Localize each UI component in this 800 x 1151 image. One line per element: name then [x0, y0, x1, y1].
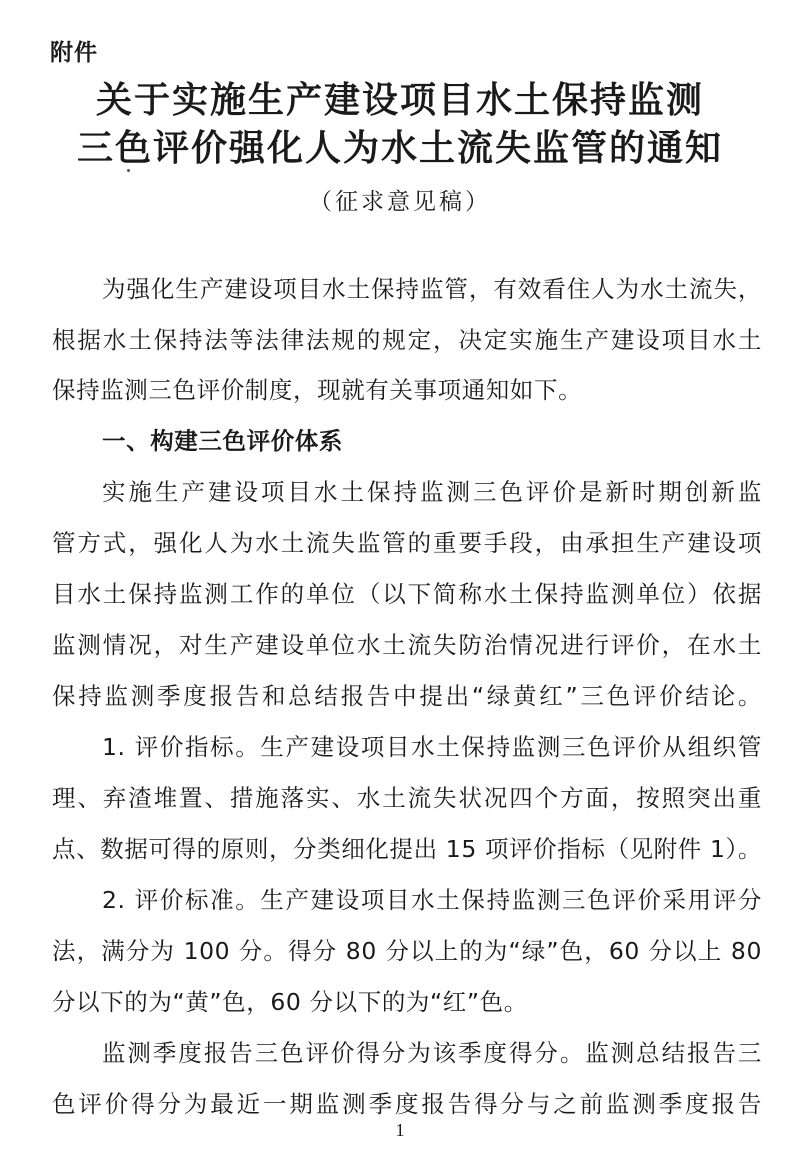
body-line: 管方式，强化人为水土流失监管的重要手段，由承担生产建设项	[52, 529, 762, 557]
body-line: 1. 评价指标。生产建设项目水土保持监测三色评价从组织管	[102, 733, 762, 761]
body-line: 目水土保持监测工作的单位（以下简称水土保持监测单位）依据	[52, 580, 762, 608]
body-line: 色评价得分为最近一期监测季度报告得分与之前监测季度报告	[52, 1090, 762, 1118]
page-number: 1	[395, 1120, 405, 1140]
body-line: 监测季度报告三色评价得分为该季度得分。监测总结报告三	[102, 1039, 762, 1067]
body-line: 点、数据可得的原则，分类细化提出 15 项评价指标（见附件 1）。	[52, 835, 762, 863]
body-line: 分以下的为“黄”色，60 分以下的为“红”色。	[52, 988, 528, 1016]
attachment-label: 附件	[50, 40, 98, 66]
body-line: 根据水土保持法等法律法规的规定，决定实施生产建设项目水土	[52, 326, 762, 354]
body-line: 监测情况，对生产建设单位水土流失防治情况进行评价，在水土	[52, 631, 762, 659]
body-line: 保持监测季度报告和总结报告中提出“绿黄红”三色评价结论。	[52, 682, 762, 710]
body-line: 实施生产建设项目水土保持监测三色评价是新时期创新监	[102, 478, 762, 506]
document-subtitle: （征求意见稿）	[309, 189, 491, 215]
body-line: 理、弃渣堆置、措施落实、水土流失状况四个方面，按照突出重	[52, 784, 762, 812]
scan-speck	[127, 169, 130, 172]
body-line: 保持监测三色评价制度，现就有关事项通知如下。	[52, 376, 583, 404]
document-title-line-1: 关于实施生产建设项目水土保持监测	[95, 79, 704, 121]
body-line: 2. 评价标准。生产建设项目水土保持监测三色评价采用评分	[102, 886, 762, 914]
body-line: 为强化生产建设项目水土保持监管，有效看住人为水土流失，	[102, 275, 762, 303]
body-line: 法，满分为 100 分。得分 80 分以上的为“绿”色，60 分以上 80	[52, 937, 762, 965]
document-title-line-2: 三色评价强化人为水土流失监管的通知	[76, 127, 723, 169]
section-heading: 一、构建三色评价体系	[102, 427, 343, 455]
